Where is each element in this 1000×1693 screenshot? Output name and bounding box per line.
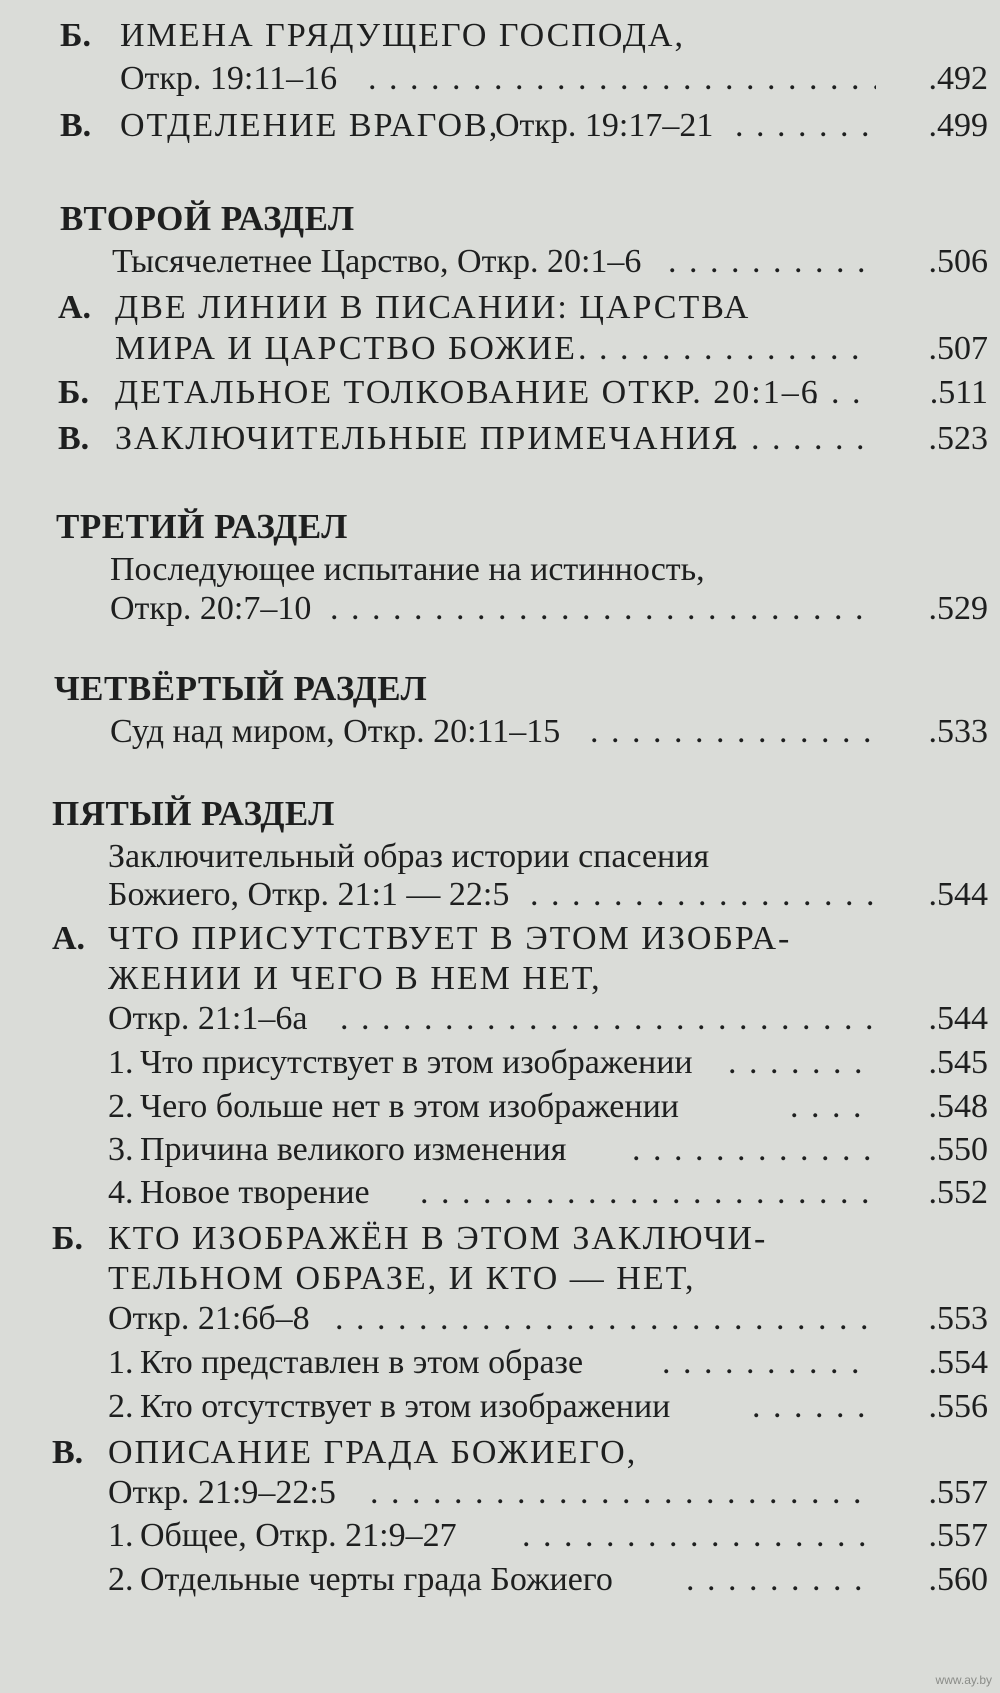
- page-number: .499: [928, 107, 988, 144]
- dot-leader: [686, 1559, 874, 1601]
- subentry-text: Чего больше нет в этом изображении: [140, 1088, 679, 1125]
- page-number: .557: [928, 1517, 988, 1554]
- dot-leader: [632, 1129, 874, 1171]
- toc-line: [0, 372, 1000, 414]
- subentry-number: 1.: [108, 1344, 134, 1381]
- page-number: .529: [928, 590, 988, 627]
- toc-line: [0, 1472, 1000, 1514]
- entry-title: МИРА И ЦАРСТВО БОЖИЕ: [115, 330, 577, 367]
- entry-title: ИМЕНА ГРЯДУЩЕГО ГОСПОДА,: [120, 17, 685, 54]
- toc-line: [0, 836, 1000, 878]
- subentry-number: 4.: [108, 1174, 134, 1211]
- toc-line: [0, 549, 1000, 591]
- entry-marker: Б.: [52, 1220, 83, 1257]
- subentry-text: Кто отсутствует в этом изображении: [140, 1388, 671, 1425]
- page-number: .511: [929, 374, 988, 411]
- subentry-number: 2.: [108, 1088, 134, 1125]
- section-title: ПЯТЫЙ РАЗДЕЛ: [52, 794, 335, 833]
- toc-line: [0, 105, 1000, 147]
- dot-leader: [330, 588, 874, 630]
- page-number: .533: [928, 713, 988, 750]
- entry-marker: А.: [58, 289, 92, 326]
- section-heading: [0, 198, 1000, 240]
- toc-line: [0, 874, 1000, 916]
- entry-marker: Б.: [58, 374, 89, 411]
- subentry-text: Общее, Откр. 21:9–27: [140, 1517, 457, 1554]
- entry-reference: Откр. 21:1–6а: [108, 1000, 308, 1037]
- subentry-text: Отдельные черты града Божиего: [140, 1561, 613, 1598]
- toc-line: [0, 1559, 1000, 1601]
- subentry-number: 2.: [108, 1388, 134, 1425]
- toc-line: [0, 1386, 1000, 1428]
- page-number: .544: [928, 876, 988, 913]
- entry-marker: В.: [60, 107, 92, 144]
- subentry-number: 1.: [108, 1044, 134, 1081]
- toc-line: [0, 1515, 1000, 1557]
- toc-line: [0, 1298, 1000, 1340]
- section-subtitle: Тысячелетнее Царство, Откр. 20:1–6: [112, 243, 642, 280]
- page-number: .556: [928, 1388, 988, 1425]
- dot-leader: [790, 1086, 874, 1128]
- entry-title: ЖЕНИИ И ЧЕГО В НЕМ НЕТ,: [108, 960, 602, 997]
- toc-line: [0, 418, 1000, 460]
- subentry-number: 2.: [108, 1561, 134, 1598]
- entry-marker: А.: [52, 920, 86, 957]
- toc-line: [0, 1218, 1000, 1260]
- entry-title: ЗАКЛЮЧИТЕЛЬНЫЕ ПРИМЕЧАНИЯ: [115, 420, 738, 457]
- dot-leader: [340, 998, 874, 1040]
- toc-line: [0, 918, 1000, 960]
- dot-leader: [522, 1515, 874, 1557]
- dot-leader: [668, 241, 874, 283]
- section-title: ТРЕТИЙ РАЗДЕЛ: [56, 507, 348, 546]
- page-number: .506: [928, 243, 988, 280]
- dot-leader: [810, 372, 874, 414]
- dot-leader: [735, 105, 876, 147]
- toc-line: [0, 1342, 1000, 1384]
- page-number: .550: [928, 1131, 988, 1168]
- dot-leader: [590, 711, 874, 753]
- entry-marker: Б.: [60, 17, 91, 54]
- entry-title: ДЕТАЛЬНОЕ ТОЛКОВАНИЕ ОТКР. 20:1–6: [115, 374, 820, 411]
- entry-title: КТО ИЗОБРАЖЁН В ЭТОМ ЗАКЛЮЧИ-: [108, 1220, 768, 1257]
- dot-leader: [728, 1042, 874, 1084]
- page-number: .492: [928, 60, 988, 97]
- toc-line: [0, 241, 1000, 283]
- section-subtitle: Последующее испытание на истинность,: [110, 551, 705, 588]
- toc-line: [0, 1172, 1000, 1214]
- page-number: .523: [928, 420, 988, 457]
- toc-line: [0, 1129, 1000, 1171]
- dot-leader: [335, 1298, 874, 1340]
- entry-title: ДВЕ ЛИНИИ В ПИСАНИИ: ЦАРСТВА: [115, 289, 751, 326]
- page-number: .507: [928, 330, 988, 367]
- section-heading: [0, 793, 1000, 835]
- page-number: .560: [928, 1561, 988, 1598]
- toc-line: [0, 711, 1000, 753]
- toc-line: [0, 588, 1000, 630]
- page-number: .553: [928, 1300, 988, 1337]
- subentry-text: Что присутствует в этом изображении: [140, 1044, 693, 1081]
- dot-leader: [662, 1342, 874, 1384]
- entry-title: ОПИСАНИЕ ГРАДА БОЖИЕГО,: [108, 1434, 638, 1471]
- subentry-text: Кто представлен в этом образе: [140, 1344, 584, 1381]
- toc-line: [0, 998, 1000, 1040]
- dot-leader: [530, 874, 874, 916]
- entry-reference: Откр. 19:11–16: [120, 60, 338, 97]
- section-subtitle: Заключительный образ истории спасения: [108, 838, 710, 875]
- toc-line: [0, 58, 1000, 100]
- dot-leader: [368, 58, 876, 100]
- entry-title: ОТДЕЛЕНИЕ ВРАГОВ,: [120, 107, 500, 144]
- dot-leader: [420, 1172, 874, 1214]
- dot-leader: [370, 1472, 874, 1514]
- entry-reference: Откр. 19:17–21: [495, 107, 714, 144]
- entry-marker: В.: [52, 1434, 84, 1471]
- subentry-number: 3.: [108, 1131, 134, 1168]
- section-subtitle: Суд над миром, Откр. 20:11–15: [110, 713, 561, 750]
- dot-leader: [578, 328, 874, 370]
- toc-line: [0, 1042, 1000, 1084]
- page-number: .552: [928, 1174, 988, 1211]
- subentry-text: Причина великого изменения: [140, 1131, 567, 1168]
- toc-line: [0, 287, 1000, 329]
- entry-title: ТЕЛЬНОМ ОБРАЗЕ, И КТО — НЕТ,: [108, 1260, 696, 1297]
- section-title: ВТОРОЙ РАЗДЕЛ: [60, 199, 355, 238]
- page-number: .548: [928, 1088, 988, 1125]
- entry-reference: Откр. 21:6б–8: [108, 1300, 310, 1337]
- entry-marker: В.: [58, 420, 90, 457]
- entry-title: ЧТО ПРИСУТСТВУЕТ В ЭТОМ ИЗОБРА-: [108, 920, 792, 957]
- page-number: .544: [928, 1000, 988, 1037]
- toc-line: [0, 15, 1000, 57]
- toc-line: [0, 958, 1000, 1000]
- page-number: .554: [928, 1344, 988, 1381]
- entry-reference: Откр. 21:9–22:5: [108, 1474, 336, 1511]
- toc-line: [0, 1086, 1000, 1128]
- section-heading: [0, 506, 1000, 548]
- subentry-number: 1.: [108, 1517, 134, 1554]
- section-subtitle: Откр. 20:7–10: [110, 590, 312, 627]
- dot-leader: [730, 418, 874, 460]
- page-number: .557: [928, 1474, 988, 1511]
- section-title: ЧЕТВЁРТЫЙ РАЗДЕЛ: [54, 669, 428, 708]
- page-number: .545: [928, 1044, 988, 1081]
- dot-leader: [752, 1386, 874, 1428]
- section-subtitle: Божиего, Откр. 21:1 — 22:5: [108, 876, 510, 913]
- toc-line: [0, 328, 1000, 370]
- subentry-text: Новое творение: [140, 1174, 370, 1211]
- toc-line: [0, 1258, 1000, 1300]
- section-heading: [0, 668, 1000, 710]
- watermark: www.ay.by: [935, 1673, 992, 1687]
- toc-line: [0, 1432, 1000, 1474]
